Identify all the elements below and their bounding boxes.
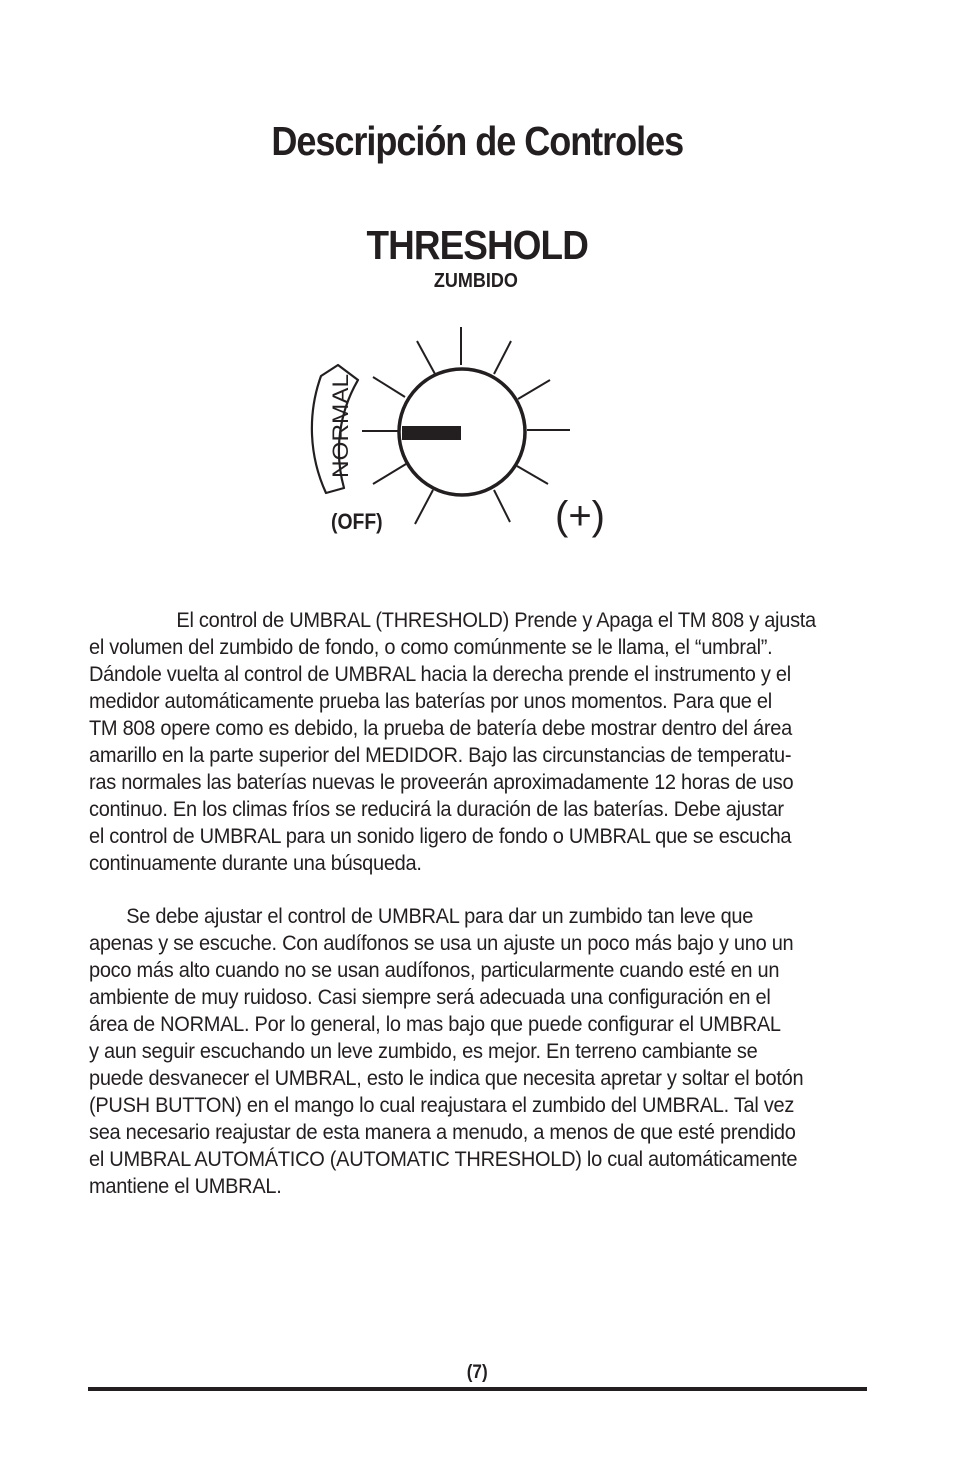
knob-pointer <box>402 426 461 440</box>
paragraph-line: el control de UMBRAL para un sonido ligero de fondo o UMBRAL que se escucha <box>89 824 792 848</box>
paragraph-line: continuo. En los climas fríos se reducirá la duración de las baterías. Debe ajustar <box>89 797 784 821</box>
paragraph-line: el volumen del zumbido de fondo, o como comúnmente se le llama, el “umbral”. <box>89 635 773 659</box>
knob-tick <box>373 377 405 397</box>
paragraph-line: el UMBRAL AUTOMÁTICO (AUTOMATIC THRESHOLD) lo cual automáticamente <box>89 1147 798 1171</box>
off-label: (OFF) <box>331 509 383 534</box>
knob-tick <box>415 490 433 524</box>
knob-tick <box>494 490 510 522</box>
paragraph-line: continuamente durante una búsqueda. <box>89 851 422 875</box>
paragraph-line: ambiente de muy ruidoso. Casi siempre será adecuada una configuración en el <box>89 985 771 1009</box>
knob-tick <box>494 341 511 374</box>
paragraph-line: sea necesario reajustar de esta manera a menudo, a menos de que esté prendido <box>89 1120 796 1144</box>
paragraph-line: y aun seguir escuchando un leve zumbido, es mejor. En terreno cambiante se <box>89 1039 758 1063</box>
control-title: THRESHOLD <box>366 222 588 268</box>
knob-tick <box>518 380 550 399</box>
paragraph-line: puede desvanecer el UMBRAL, esto le indica que necesita apretar y soltar el botón <box>89 1066 804 1090</box>
paragraph-2 <box>89 903 824 1200</box>
knob-tick <box>517 466 548 484</box>
paragraph-line: Se debe ajustar el control de UMBRAL para dar un zumbido tan leve que <box>126 904 754 928</box>
paragraph-line: amarillo en la parte superior del MEDIDOR. Bajo las circunstancias de temperatu- <box>89 743 792 767</box>
max-label: (+) <box>555 494 605 538</box>
paragraph-line: medidor automáticamente prueba las baterías por unos momentos. Para que el <box>89 689 772 713</box>
normal-range-label: NORMAL <box>328 383 353 478</box>
knob-tick <box>417 341 435 374</box>
paragraph-line: TM 808 opere como es debido, la prueba de batería debe mostrar dentro del área <box>89 716 792 740</box>
knob-tick <box>373 464 406 484</box>
page-title: Descripción de Controles <box>271 118 684 164</box>
paragraph-1 <box>89 607 824 877</box>
paragraph-line: apenas y se escuche. Con audífonos se usa un ajuste un poco más bajo y uno un <box>89 931 794 955</box>
paragraph-line: El control de UMBRAL (THRESHOLD) Prende y Apaga el TM 808 y ajusta <box>176 608 816 632</box>
paragraph-line: ras normales las baterías nuevas le proveerán aproximadamente 12 horas de uso <box>89 770 794 794</box>
paragraph-line: (PUSH BUTTON) en el mango lo cual reajustara el zumbido del UMBRAL. Tal vez <box>89 1093 795 1117</box>
footer-rule <box>88 1387 867 1391</box>
control-subtitle: ZUMBIDO <box>433 270 518 292</box>
paragraph-line: Dándole vuelta al control de UMBRAL hacia la derecha prende el instrumento y el <box>89 662 791 686</box>
paragraph-line: área de NORMAL. Por lo general, lo mas bajo que puede configurar el UMBRAL <box>89 1012 781 1036</box>
page-number: (7) <box>466 1362 488 1383</box>
paragraph-line: mantiene el UMBRAL. <box>89 1174 282 1198</box>
paragraph-line: poco más alto cuando no se usan audífonos, particularmente cuando esté en un <box>89 958 780 982</box>
